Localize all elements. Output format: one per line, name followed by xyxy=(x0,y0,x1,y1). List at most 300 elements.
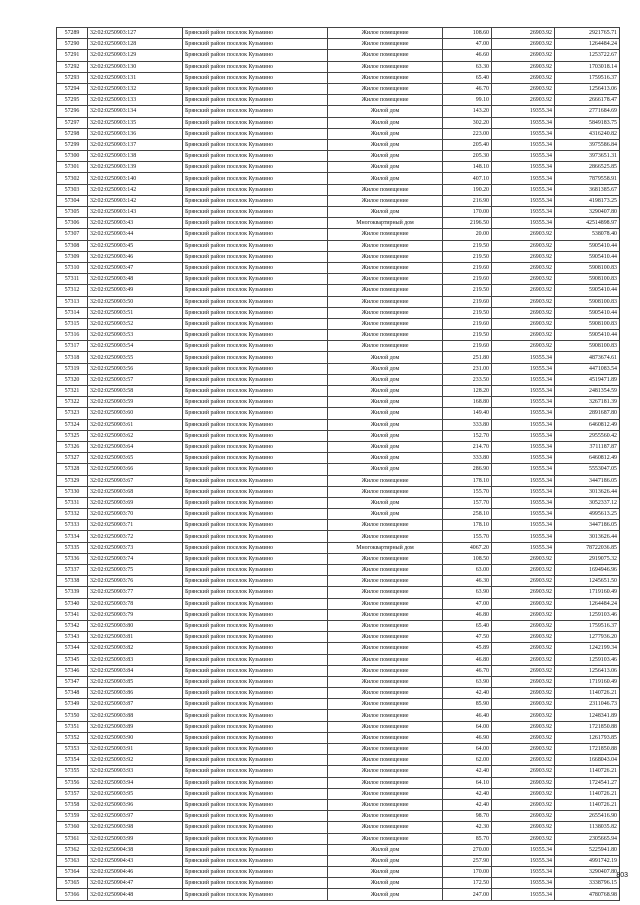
cadastral-value-cell: 5905410.44 xyxy=(555,285,620,296)
address-cell: Брянский район поселок Кузьмино xyxy=(183,632,328,643)
area-cell: 148.10 xyxy=(443,162,492,173)
address-cell: Брянский район поселок Кузьмино xyxy=(183,352,328,363)
row-number-cell: 57317 xyxy=(57,341,88,352)
row-number-cell: 57331 xyxy=(57,497,88,508)
cadastral-value-cell: 5905410.44 xyxy=(555,307,620,318)
object-type-cell: Жилое помещение xyxy=(328,710,443,721)
address-cell: Брянский район поселок Кузьмино xyxy=(183,83,328,94)
specific-value-cell: 26903.92 xyxy=(492,262,555,273)
area-cell: 251.80 xyxy=(443,352,492,363)
table-row xyxy=(57,419,620,430)
object-type-cell: Жилое помещение xyxy=(328,61,443,72)
area-cell: 219.50 xyxy=(443,307,492,318)
row-number-cell: 57314 xyxy=(57,307,88,318)
area-cell: 99.10 xyxy=(443,95,492,106)
specific-value-cell: 19355.34 xyxy=(492,441,555,452)
specific-value-cell: 26903.92 xyxy=(492,833,555,844)
area-cell: 333.80 xyxy=(443,419,492,430)
cadastral-value-cell: 2955560.42 xyxy=(555,430,620,441)
table-row xyxy=(57,195,620,206)
area-cell: 219.60 xyxy=(443,262,492,273)
specific-value-cell: 19355.34 xyxy=(492,386,555,397)
specific-value-cell: 26903.92 xyxy=(492,72,555,83)
area-cell: 65.40 xyxy=(443,72,492,83)
address-cell: Брянский район поселок Кузьмино xyxy=(183,822,328,833)
object-type-cell: Жилое помещение xyxy=(328,676,443,687)
cadastral-value-cell: 1140726.21 xyxy=(555,766,620,777)
specific-value-cell: 19355.34 xyxy=(492,889,555,900)
row-number-cell: 57346 xyxy=(57,665,88,676)
row-number-cell: 57293 xyxy=(57,72,88,83)
row-number-cell: 57354 xyxy=(57,755,88,766)
cadastral-number-cell: 32:02:0250903:54 xyxy=(88,341,183,352)
cadastral-value-cell: 2866525.85 xyxy=(555,162,620,173)
address-cell: Брянский район поселок Кузьмино xyxy=(183,665,328,676)
object-type-cell: Жилое помещение xyxy=(328,777,443,788)
object-type-cell: Жилой дом xyxy=(328,497,443,508)
object-type-cell: Жилое помещение xyxy=(328,184,443,195)
specific-value-cell: 26903.92 xyxy=(492,609,555,620)
specific-value-cell: 19355.34 xyxy=(492,207,555,218)
area-cell: 149.40 xyxy=(443,408,492,419)
address-cell: Брянский район поселок Кузьмино xyxy=(183,486,328,497)
cadastral-value-cell: 1242199.34 xyxy=(555,643,620,654)
cadastral-number-cell: 32:02:0250903:85 xyxy=(88,676,183,687)
cadastral-number-cell: 32:02:0250903:45 xyxy=(88,240,183,251)
specific-value-cell: 26903.92 xyxy=(492,676,555,687)
area-cell: 2196.50 xyxy=(443,218,492,229)
cadastral-value-cell: 5908100.83 xyxy=(555,262,620,273)
specific-value-cell: 19355.34 xyxy=(492,151,555,162)
cadastral-value-cell: 4471083.54 xyxy=(555,363,620,374)
table-row xyxy=(57,363,620,374)
cadastral-value-cell: 3290407.80 xyxy=(555,867,620,878)
cadastral-number-cell: 32:02:0250903:77 xyxy=(88,587,183,598)
cadastral-number-cell: 32:02:0250903:58 xyxy=(88,386,183,397)
table-row xyxy=(57,844,620,855)
cadastral-number-cell: 32:02:0250903:140 xyxy=(88,173,183,184)
cadastral-value-table-page xyxy=(56,27,617,901)
cadastral-number-cell: 32:02:0250903:132 xyxy=(88,83,183,94)
row-number-cell: 57357 xyxy=(57,788,88,799)
object-type-cell: Жилое помещение xyxy=(328,318,443,329)
table-row xyxy=(57,509,620,520)
cadastral-value-cell: 1703018.14 xyxy=(555,61,620,72)
table-row xyxy=(57,598,620,609)
page-number: 803 xyxy=(616,872,628,879)
specific-value-cell: 19355.34 xyxy=(492,397,555,408)
address-cell: Брянский район поселок Кузьмино xyxy=(183,744,328,755)
area-cell: 270.00 xyxy=(443,844,492,855)
object-type-cell: Жилое помещение xyxy=(328,721,443,732)
specific-value-cell: 19355.34 xyxy=(492,464,555,475)
cadastral-value-cell: 3975586.84 xyxy=(555,139,620,150)
object-type-cell: Жилое помещение xyxy=(328,744,443,755)
cadastral-number-cell: 32:02:0250903:64 xyxy=(88,441,183,452)
address-cell: Брянский район поселок Кузьмино xyxy=(183,330,328,341)
row-number-cell: 57302 xyxy=(57,173,88,184)
cadastral-number-cell: 32:02:0250904:43 xyxy=(88,855,183,866)
cadastral-number-cell: 32:02:0250903:127 xyxy=(88,28,183,39)
address-cell: Брянский район поселок Кузьмино xyxy=(183,453,328,464)
address-cell: Брянский район поселок Кузьмино xyxy=(183,844,328,855)
address-cell: Брянский район поселок Кузьмино xyxy=(183,710,328,721)
area-cell: 286.90 xyxy=(443,464,492,475)
area-cell: 46.70 xyxy=(443,83,492,94)
address-cell: Брянский район поселок Кузьмино xyxy=(183,106,328,117)
row-number-cell: 57332 xyxy=(57,509,88,520)
table-row xyxy=(57,520,620,531)
row-number-cell: 57303 xyxy=(57,184,88,195)
row-number-cell: 57363 xyxy=(57,855,88,866)
area-cell: 257.90 xyxy=(443,855,492,866)
address-cell: Брянский район поселок Кузьмино xyxy=(183,363,328,374)
area-cell: 205.40 xyxy=(443,139,492,150)
object-type-cell: Жилой дом xyxy=(328,430,443,441)
cadastral-table xyxy=(56,27,620,901)
address-cell: Брянский район поселок Кузьмино xyxy=(183,464,328,475)
table-row xyxy=(57,721,620,732)
cadastral-value-cell: 1259103.46 xyxy=(555,609,620,620)
area-cell: 231.00 xyxy=(443,363,492,374)
row-number-cell: 57342 xyxy=(57,620,88,631)
cadastral-value-cell: 5908100.83 xyxy=(555,296,620,307)
specific-value-cell: 26903.92 xyxy=(492,39,555,50)
address-cell: Брянский район поселок Кузьмино xyxy=(183,855,328,866)
table-row xyxy=(57,117,620,128)
object-type-cell: Жилой дом xyxy=(328,441,443,452)
row-number-cell: 57307 xyxy=(57,229,88,240)
row-number-cell: 57328 xyxy=(57,464,88,475)
cadastral-value-cell: 1264484.24 xyxy=(555,39,620,50)
row-number-cell: 57308 xyxy=(57,240,88,251)
cadastral-value-cell: 3681385.67 xyxy=(555,184,620,195)
row-number-cell: 57311 xyxy=(57,274,88,285)
cadastral-number-cell: 32:02:0250903:80 xyxy=(88,620,183,631)
cadastral-value-cell: 1245651.50 xyxy=(555,576,620,587)
area-cell: 62.00 xyxy=(443,755,492,766)
specific-value-cell: 26903.92 xyxy=(492,274,555,285)
address-cell: Брянский район поселок Кузьмино xyxy=(183,497,328,508)
object-type-cell: Жилой дом xyxy=(328,386,443,397)
object-type-cell: Жилое помещение xyxy=(328,620,443,631)
address-cell: Брянский район поселок Кузьмино xyxy=(183,475,328,486)
address-cell: Брянский район поселок Кузьмино xyxy=(183,274,328,285)
area-cell: 63.90 xyxy=(443,676,492,687)
object-type-cell: Многоквартирный дом xyxy=(328,542,443,553)
address-cell: Брянский район поселок Кузьмино xyxy=(183,28,328,39)
address-cell: Брянский район поселок Кузьмино xyxy=(183,195,328,206)
area-cell: 219.50 xyxy=(443,240,492,251)
specific-value-cell: 19355.34 xyxy=(492,128,555,139)
specific-value-cell: 26903.92 xyxy=(492,822,555,833)
row-number-cell: 57360 xyxy=(57,822,88,833)
object-type-cell: Жилое помещение xyxy=(328,576,443,587)
table-row xyxy=(57,39,620,50)
area-cell: 219.60 xyxy=(443,341,492,352)
area-cell: 155.70 xyxy=(443,486,492,497)
address-cell: Брянский район поселок Кузьмино xyxy=(183,889,328,900)
address-cell: Брянский район поселок Кузьмино xyxy=(183,520,328,531)
specific-value-cell: 19355.34 xyxy=(492,531,555,542)
table-row xyxy=(57,184,620,195)
cadastral-number-cell: 32:02:0250903:96 xyxy=(88,799,183,810)
area-cell: 20.00 xyxy=(443,229,492,240)
object-type-cell: Жилое помещение xyxy=(328,598,443,609)
object-type-cell: Жилое помещение xyxy=(328,475,443,486)
table-row xyxy=(57,777,620,788)
specific-value-cell: 26903.92 xyxy=(492,587,555,598)
table-row xyxy=(57,106,620,117)
cadastral-value-cell: 6460812.49 xyxy=(555,419,620,430)
row-number-cell: 57335 xyxy=(57,542,88,553)
cadastral-number-cell: 32:02:0250903:84 xyxy=(88,665,183,676)
cadastral-number-cell: 32:02:0250903:97 xyxy=(88,811,183,822)
table-row xyxy=(57,688,620,699)
row-number-cell: 57289 xyxy=(57,28,88,39)
cadastral-value-cell: 1694946.96 xyxy=(555,565,620,576)
table-row xyxy=(57,352,620,363)
cadastral-value-cell: 7879558.91 xyxy=(555,173,620,184)
area-cell: 64.10 xyxy=(443,777,492,788)
object-type-cell: Жилой дом xyxy=(328,419,443,430)
specific-value-cell: 26903.92 xyxy=(492,744,555,755)
cadastral-number-cell: 32:02:0250903:70 xyxy=(88,509,183,520)
row-number-cell: 57336 xyxy=(57,553,88,564)
address-cell: Брянский район поселок Кузьмино xyxy=(183,553,328,564)
table-row xyxy=(57,497,620,508)
specific-value-cell: 26903.92 xyxy=(492,777,555,788)
cadastral-value-cell: 538078.40 xyxy=(555,229,620,240)
row-number-cell: 57343 xyxy=(57,632,88,643)
cadastral-value-cell: 3052337.12 xyxy=(555,497,620,508)
cadastral-value-cell: 1277936.20 xyxy=(555,632,620,643)
row-number-cell: 57349 xyxy=(57,699,88,710)
specific-value-cell: 26903.92 xyxy=(492,229,555,240)
address-cell: Брянский район поселок Кузьмино xyxy=(183,609,328,620)
cadastral-number-cell: 32:02:0250903:83 xyxy=(88,654,183,665)
area-cell: 128.20 xyxy=(443,386,492,397)
table-row xyxy=(57,139,620,150)
address-cell: Брянский район поселок Кузьмино xyxy=(183,95,328,106)
cadastral-number-cell: 32:02:0250903:142 xyxy=(88,184,183,195)
specific-value-cell: 19355.34 xyxy=(492,509,555,520)
area-cell: 258.10 xyxy=(443,509,492,520)
address-cell: Брянский район поселок Кузьмино xyxy=(183,72,328,83)
object-type-cell: Жилое помещение xyxy=(328,609,443,620)
cadastral-value-cell: 42514898.97 xyxy=(555,218,620,229)
cadastral-value-cell: 3013626.44 xyxy=(555,486,620,497)
object-type-cell: Жилое помещение xyxy=(328,520,443,531)
object-type-cell: Жилой дом xyxy=(328,352,443,363)
object-type-cell: Жилой дом xyxy=(328,855,443,866)
object-type-cell: Жилое помещение xyxy=(328,833,443,844)
specific-value-cell: 26903.92 xyxy=(492,95,555,106)
row-number-cell: 57347 xyxy=(57,676,88,687)
cadastral-value-cell: 1721850.88 xyxy=(555,721,620,732)
cadastral-number-cell: 32:02:0250903:62 xyxy=(88,430,183,441)
area-cell: 85.90 xyxy=(443,699,492,710)
address-cell: Брянский район поселок Кузьмино xyxy=(183,788,328,799)
area-cell: 219.50 xyxy=(443,330,492,341)
address-cell: Брянский район поселок Кузьмино xyxy=(183,867,328,878)
area-cell: 233.50 xyxy=(443,374,492,385)
specific-value-cell: 26903.92 xyxy=(492,632,555,643)
table-row xyxy=(57,788,620,799)
specific-value-cell: 26903.92 xyxy=(492,330,555,341)
object-type-cell: Жилое помещение xyxy=(328,788,443,799)
cadastral-value-cell: 3013626.44 xyxy=(555,531,620,542)
table-row xyxy=(57,274,620,285)
row-number-cell: 57333 xyxy=(57,520,88,531)
specific-value-cell: 26903.92 xyxy=(492,788,555,799)
cadastral-number-cell: 32:02:0250903:61 xyxy=(88,419,183,430)
cadastral-value-cell: 1724541.27 xyxy=(555,777,620,788)
area-cell: 47.50 xyxy=(443,632,492,643)
row-number-cell: 57309 xyxy=(57,251,88,262)
cadastral-number-cell: 32:02:0250903:53 xyxy=(88,330,183,341)
cadastral-value-cell: 2305665.94 xyxy=(555,833,620,844)
cadastral-value-cell: 1719160.49 xyxy=(555,676,620,687)
object-type-cell: Жилое помещение xyxy=(328,341,443,352)
cadastral-number-cell: 32:02:0250903:75 xyxy=(88,565,183,576)
row-number-cell: 57358 xyxy=(57,799,88,810)
table-row xyxy=(57,441,620,452)
table-row xyxy=(57,732,620,743)
area-cell: 170.00 xyxy=(443,867,492,878)
cadastral-number-cell: 32:02:0250903:73 xyxy=(88,542,183,553)
object-type-cell: Жилой дом xyxy=(328,453,443,464)
table-row xyxy=(57,654,620,665)
row-number-cell: 57294 xyxy=(57,83,88,94)
table-row xyxy=(57,643,620,654)
table-row xyxy=(57,609,620,620)
table-row xyxy=(57,386,620,397)
address-cell: Брянский район поселок Кузьмино xyxy=(183,699,328,710)
specific-value-cell: 26903.92 xyxy=(492,576,555,587)
row-number-cell: 57366 xyxy=(57,889,88,900)
cadastral-number-cell: 32:02:0250903:129 xyxy=(88,50,183,61)
specific-value-cell: 19355.34 xyxy=(492,486,555,497)
address-cell: Брянский район поселок Кузьмино xyxy=(183,117,328,128)
address-cell: Брянский район поселок Кузьмино xyxy=(183,755,328,766)
cadastral-number-cell: 32:02:0250903:136 xyxy=(88,128,183,139)
row-number-cell: 57339 xyxy=(57,587,88,598)
cadastral-number-cell: 32:02:0250903:131 xyxy=(88,72,183,83)
specific-value-cell: 26903.92 xyxy=(492,699,555,710)
row-number-cell: 57362 xyxy=(57,844,88,855)
row-number-cell: 57345 xyxy=(57,654,88,665)
specific-value-cell: 26903.92 xyxy=(492,755,555,766)
row-number-cell: 57316 xyxy=(57,330,88,341)
object-type-cell: Жилое помещение xyxy=(328,50,443,61)
row-number-cell: 57351 xyxy=(57,721,88,732)
cadastral-number-cell: 32:02:0250903:55 xyxy=(88,352,183,363)
table-row xyxy=(57,397,620,408)
table-row xyxy=(57,531,620,542)
row-number-cell: 57355 xyxy=(57,766,88,777)
cadastral-value-cell: 2771684.69 xyxy=(555,106,620,117)
area-cell: 108.50 xyxy=(443,553,492,564)
table-row xyxy=(57,811,620,822)
object-type-cell: Жилой дом xyxy=(328,106,443,117)
object-type-cell: Жилое помещение xyxy=(328,766,443,777)
area-cell: 407.10 xyxy=(443,173,492,184)
area-cell: 219.50 xyxy=(443,285,492,296)
address-cell: Брянский район поселок Кузьмино xyxy=(183,207,328,218)
cadastral-number-cell: 32:02:0250903:93 xyxy=(88,766,183,777)
table-row xyxy=(57,240,620,251)
table-row xyxy=(57,799,620,810)
object-type-cell: Жилой дом xyxy=(328,878,443,889)
area-cell: 42.40 xyxy=(443,788,492,799)
cadastral-number-cell: 32:02:0250903:91 xyxy=(88,744,183,755)
object-type-cell: Жилой дом xyxy=(328,128,443,139)
address-cell: Брянский район поселок Кузьмино xyxy=(183,833,328,844)
area-cell: 178.10 xyxy=(443,520,492,531)
cadastral-value-cell: 3447186.05 xyxy=(555,475,620,486)
object-type-cell: Жилое помещение xyxy=(328,274,443,285)
address-cell: Брянский район поселок Кузьмино xyxy=(183,408,328,419)
table-row xyxy=(57,173,620,184)
cadastral-value-cell: 1668043.04 xyxy=(555,755,620,766)
specific-value-cell: 26903.92 xyxy=(492,61,555,72)
cadastral-number-cell: 32:02:0250903:57 xyxy=(88,374,183,385)
row-number-cell: 57334 xyxy=(57,531,88,542)
address-cell: Брянский район поселок Кузьмино xyxy=(183,419,328,430)
area-cell: 63.90 xyxy=(443,587,492,598)
cadastral-number-cell: 32:02:0250903:65 xyxy=(88,453,183,464)
row-number-cell: 57350 xyxy=(57,710,88,721)
table-row xyxy=(57,229,620,240)
table-row xyxy=(57,151,620,162)
cadastral-number-cell: 32:02:0250903:59 xyxy=(88,397,183,408)
area-cell: 152.70 xyxy=(443,430,492,441)
table-row xyxy=(57,632,620,643)
row-number-cell: 57297 xyxy=(57,117,88,128)
cadastral-value-cell: 5553047.05 xyxy=(555,464,620,475)
cadastral-value-cell: 1759516.37 xyxy=(555,620,620,631)
cadastral-value-cell: 2666178.47 xyxy=(555,95,620,106)
specific-value-cell: 26903.92 xyxy=(492,341,555,352)
cadastral-number-cell: 32:02:0250903:128 xyxy=(88,39,183,50)
table-row xyxy=(57,374,620,385)
object-type-cell: Жилой дом xyxy=(328,363,443,374)
specific-value-cell: 26903.92 xyxy=(492,285,555,296)
cadastral-number-cell: 32:02:0250903:74 xyxy=(88,553,183,564)
object-type-cell: Жилое помещение xyxy=(328,83,443,94)
specific-value-cell: 26903.92 xyxy=(492,251,555,262)
specific-value-cell: 26903.92 xyxy=(492,307,555,318)
address-cell: Брянский район поселок Кузьмино xyxy=(183,598,328,609)
cadastral-value-cell: 2921765.71 xyxy=(555,28,620,39)
row-number-cell: 57323 xyxy=(57,408,88,419)
cadastral-number-cell: 32:02:0250903:50 xyxy=(88,296,183,307)
cadastral-value-cell: 3711187.87 xyxy=(555,441,620,452)
area-cell: 216.90 xyxy=(443,195,492,206)
object-type-cell: Жилое помещение xyxy=(328,251,443,262)
cadastral-number-cell: 32:02:0250903:79 xyxy=(88,609,183,620)
object-type-cell: Жилое помещение xyxy=(328,632,443,643)
address-cell: Брянский район поселок Кузьмино xyxy=(183,441,328,452)
object-type-cell: Жилой дом xyxy=(328,889,443,900)
object-type-cell: Жилое помещение xyxy=(328,39,443,50)
row-number-cell: 57348 xyxy=(57,688,88,699)
table-row xyxy=(57,486,620,497)
object-type-cell: Жилой дом xyxy=(328,207,443,218)
cadastral-value-cell: 1261793.85 xyxy=(555,732,620,743)
table-row xyxy=(57,72,620,83)
